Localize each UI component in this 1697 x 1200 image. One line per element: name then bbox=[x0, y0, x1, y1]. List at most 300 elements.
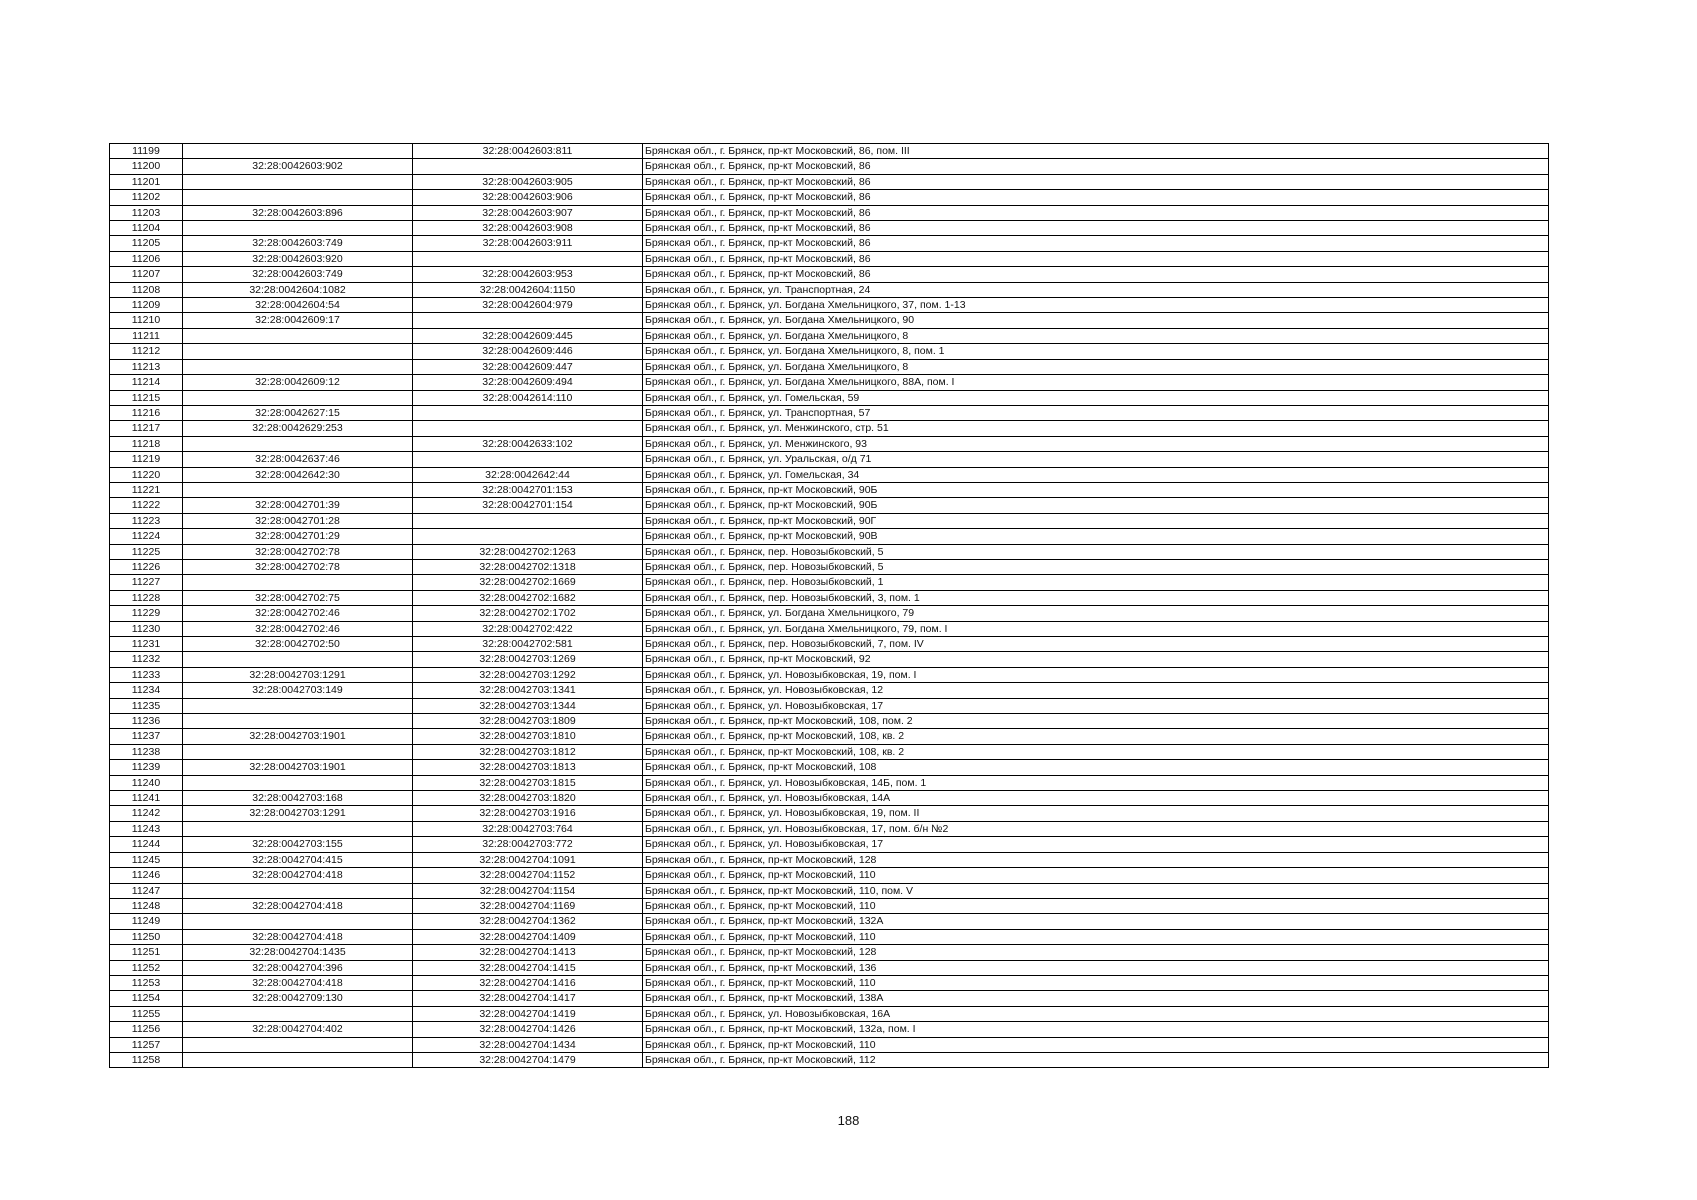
parcel-number-cell bbox=[183, 883, 413, 898]
object-number-cell bbox=[413, 421, 643, 436]
row-number-cell: 11209 bbox=[110, 298, 183, 313]
row-number-cell: 11256 bbox=[110, 1022, 183, 1037]
row-number-cell: 11244 bbox=[110, 837, 183, 852]
parcel-number-cell: 32:28:0042702:50 bbox=[183, 637, 413, 652]
address-cell: Брянская обл., г. Брянск, ул. Богдана Хмельницкого, 79, пом. I bbox=[643, 621, 1549, 636]
parcel-number-cell bbox=[183, 698, 413, 713]
parcel-number-cell: 32:28:0042709:130 bbox=[183, 991, 413, 1006]
row-number-cell: 11224 bbox=[110, 529, 183, 544]
parcel-number-cell: 32:28:0042609:17 bbox=[183, 313, 413, 328]
row-number-cell: 11236 bbox=[110, 714, 183, 729]
row-number-cell: 11254 bbox=[110, 991, 183, 1006]
page-number: 188 bbox=[837, 1113, 860, 1128]
address-cell: Брянская обл., г. Брянск, ул. Богдана Хмельницкого, 37, пом. 1-13 bbox=[643, 298, 1549, 313]
object-number-cell: 32:28:0042704:1419 bbox=[413, 1006, 643, 1021]
address-cell: Брянская обл., г. Брянск, пр-кт Московский, 132А bbox=[643, 914, 1549, 929]
table-row bbox=[110, 313, 1549, 328]
address-cell: Брянская обл., г. Брянск, ул. Богдана Хмельницкого, 88А, пом. I bbox=[643, 375, 1549, 390]
object-number-cell: 32:28:0042603:905 bbox=[413, 174, 643, 189]
row-number-cell: 11248 bbox=[110, 898, 183, 913]
parcel-number-cell: 32:28:0042703:1901 bbox=[183, 729, 413, 744]
object-number-cell bbox=[413, 405, 643, 420]
row-number-cell: 11233 bbox=[110, 667, 183, 682]
address-cell: Брянская обл., г. Брянск, пр-кт Московский, 90В bbox=[643, 529, 1549, 544]
table-row bbox=[110, 390, 1549, 405]
parcel-number-cell bbox=[183, 1006, 413, 1021]
address-cell: Брянская обл., г. Брянск, пер. Новозыбковский, 1 bbox=[643, 575, 1549, 590]
address-cell: Брянская обл., г. Брянск, ул. Уральская, о/д 71 bbox=[643, 452, 1549, 467]
address-cell: Брянская обл., г. Брянск, пр-кт Московский, 136 bbox=[643, 960, 1549, 975]
row-number-cell: 11210 bbox=[110, 313, 183, 328]
address-cell: Брянская обл., г. Брянск, ул. Гомельская, 59 bbox=[643, 390, 1549, 405]
row-number-cell: 11232 bbox=[110, 652, 183, 667]
parcel-number-cell bbox=[183, 190, 413, 205]
row-number-cell: 11206 bbox=[110, 251, 183, 266]
parcel-number-cell: 32:28:0042603:896 bbox=[183, 205, 413, 220]
row-number-cell: 11249 bbox=[110, 914, 183, 929]
table-row bbox=[110, 452, 1549, 467]
table-row bbox=[110, 544, 1549, 559]
address-cell: Брянская обл., г. Брянск, пр-кт Московский, 86 bbox=[643, 190, 1549, 205]
table-row bbox=[110, 637, 1549, 652]
address-cell: Брянская обл., г. Брянск, пр-кт Московский, 86, пом. III bbox=[643, 144, 1549, 159]
address-cell: Брянская обл., г. Брянск, ул. Новозыбковская, 17 bbox=[643, 698, 1549, 713]
object-number-cell: 32:28:0042703:1820 bbox=[413, 791, 643, 806]
address-cell: Брянская обл., г. Брянск, пр-кт Московский, 86 bbox=[643, 221, 1549, 236]
table-row bbox=[110, 945, 1549, 960]
table-row bbox=[110, 929, 1549, 944]
row-number-cell: 11231 bbox=[110, 637, 183, 652]
table-row bbox=[110, 190, 1549, 205]
table-row bbox=[110, 144, 1549, 159]
object-number-cell: 32:28:0042614:110 bbox=[413, 390, 643, 405]
object-number-cell: 32:28:0042702:1702 bbox=[413, 606, 643, 621]
registry-table bbox=[109, 143, 1549, 1068]
table-row bbox=[110, 1022, 1549, 1037]
address-cell: Брянская обл., г. Брянск, ул. Богдана Хмельницкого, 8 bbox=[643, 359, 1549, 374]
parcel-number-cell bbox=[183, 914, 413, 929]
table-row bbox=[110, 282, 1549, 297]
object-number-cell: 32:28:0042704:1362 bbox=[413, 914, 643, 929]
object-number-cell: 32:28:0042703:1269 bbox=[413, 652, 643, 667]
table-row bbox=[110, 714, 1549, 729]
table-row bbox=[110, 375, 1549, 390]
object-number-cell: 32:28:0042702:1263 bbox=[413, 544, 643, 559]
object-number-cell: 32:28:0042604:979 bbox=[413, 298, 643, 313]
parcel-number-cell: 32:28:0042609:12 bbox=[183, 375, 413, 390]
table-row bbox=[110, 621, 1549, 636]
row-number-cell: 11243 bbox=[110, 821, 183, 836]
row-number-cell: 11201 bbox=[110, 174, 183, 189]
object-number-cell: 32:28:0042704:1152 bbox=[413, 868, 643, 883]
object-number-cell: 32:28:0042703:1341 bbox=[413, 683, 643, 698]
parcel-number-cell: 32:28:0042703:1291 bbox=[183, 667, 413, 682]
table-row bbox=[110, 1052, 1549, 1067]
parcel-number-cell: 32:28:0042701:39 bbox=[183, 498, 413, 513]
table-row bbox=[110, 698, 1549, 713]
table-row bbox=[110, 775, 1549, 790]
address-cell: Брянская обл., г. Брянск, пр-кт Московский, 90Б bbox=[643, 482, 1549, 497]
table-row bbox=[110, 513, 1549, 528]
address-cell: Брянская обл., г. Брянск, ул. Транспортная, 24 bbox=[643, 282, 1549, 297]
object-number-cell: 32:28:0042609:447 bbox=[413, 359, 643, 374]
object-number-cell: 32:28:0042701:154 bbox=[413, 498, 643, 513]
object-number-cell: 32:28:0042704:1409 bbox=[413, 929, 643, 944]
table-row bbox=[110, 267, 1549, 282]
row-number-cell: 11255 bbox=[110, 1006, 183, 1021]
parcel-number-cell bbox=[183, 344, 413, 359]
table-row bbox=[110, 991, 1549, 1006]
parcel-number-cell bbox=[183, 1037, 413, 1052]
object-number-cell bbox=[413, 251, 643, 266]
table-row bbox=[110, 975, 1549, 990]
address-cell: Брянская обл., г. Брянск, ул. Богдана Хмельницкого, 8 bbox=[643, 328, 1549, 343]
row-number-cell: 11219 bbox=[110, 452, 183, 467]
object-number-cell: 32:28:0042702:422 bbox=[413, 621, 643, 636]
parcel-number-cell bbox=[183, 1052, 413, 1067]
address-cell: Брянская обл., г. Брянск, пр-кт Московский, 90Г bbox=[643, 513, 1549, 528]
row-number-cell: 11225 bbox=[110, 544, 183, 559]
row-number-cell: 11208 bbox=[110, 282, 183, 297]
parcel-number-cell bbox=[183, 714, 413, 729]
table-row bbox=[110, 359, 1549, 374]
table-row bbox=[110, 1037, 1549, 1052]
address-cell: Брянская обл., г. Брянск, ул. Богдана Хмельницкого, 90 bbox=[643, 313, 1549, 328]
parcel-number-cell bbox=[183, 174, 413, 189]
table-row bbox=[110, 837, 1549, 852]
object-number-cell bbox=[413, 452, 643, 467]
object-number-cell: 32:28:0042609:494 bbox=[413, 375, 643, 390]
object-number-cell: 32:28:0042704:1413 bbox=[413, 945, 643, 960]
object-number-cell: 32:28:0042642:44 bbox=[413, 467, 643, 482]
row-number-cell: 11218 bbox=[110, 436, 183, 451]
row-number-cell: 11235 bbox=[110, 698, 183, 713]
parcel-number-cell: 32:28:0042704:415 bbox=[183, 852, 413, 867]
parcel-number-cell bbox=[183, 575, 413, 590]
row-number-cell: 11228 bbox=[110, 590, 183, 605]
address-cell: Брянская обл., г. Брянск, пр-кт Московский, 90Б bbox=[643, 498, 1549, 513]
object-number-cell bbox=[413, 313, 643, 328]
parcel-number-cell: 32:28:0042703:168 bbox=[183, 791, 413, 806]
table-row bbox=[110, 221, 1549, 236]
object-number-cell: 32:28:0042633:102 bbox=[413, 436, 643, 451]
address-cell: Брянская обл., г. Брянск, пр-кт Московский, 108, кв. 2 bbox=[643, 744, 1549, 759]
address-cell: Брянская обл., г. Брянск, пр-кт Московский, 86 bbox=[643, 159, 1549, 174]
parcel-number-cell bbox=[183, 328, 413, 343]
table-row bbox=[110, 344, 1549, 359]
object-number-cell: 32:28:0042704:1416 bbox=[413, 975, 643, 990]
row-number-cell: 11214 bbox=[110, 375, 183, 390]
object-number-cell: 32:28:0042701:153 bbox=[413, 482, 643, 497]
table-row bbox=[110, 821, 1549, 836]
address-cell: Брянская обл., г. Брянск, ул. Новозыбковская, 17, пом. б/н №2 bbox=[643, 821, 1549, 836]
address-cell: Брянская обл., г. Брянск, пр-кт Московский, 110 bbox=[643, 975, 1549, 990]
parcel-number-cell: 32:28:0042704:418 bbox=[183, 898, 413, 913]
object-number-cell bbox=[413, 513, 643, 528]
table-row bbox=[110, 791, 1549, 806]
row-number-cell: 11223 bbox=[110, 513, 183, 528]
object-number-cell: 32:28:0042703:1916 bbox=[413, 806, 643, 821]
parcel-number-cell: 32:28:0042603:902 bbox=[183, 159, 413, 174]
address-cell: Брянская обл., г. Брянск, пр-кт Московский, 86 bbox=[643, 267, 1549, 282]
table-row bbox=[110, 529, 1549, 544]
address-cell: Брянская обл., г. Брянск, пр-кт Московский, 108, пом. 2 bbox=[643, 714, 1549, 729]
object-number-cell: 32:28:0042704:1091 bbox=[413, 852, 643, 867]
object-number-cell: 32:28:0042703:1292 bbox=[413, 667, 643, 682]
row-number-cell: 11205 bbox=[110, 236, 183, 251]
row-number-cell: 11257 bbox=[110, 1037, 183, 1052]
row-number-cell: 11239 bbox=[110, 760, 183, 775]
row-number-cell: 11234 bbox=[110, 683, 183, 698]
object-number-cell: 32:28:0042703:1815 bbox=[413, 775, 643, 790]
parcel-number-cell: 32:28:0042704:1435 bbox=[183, 945, 413, 960]
address-cell: Брянская обл., г. Брянск, пр-кт Московский, 86 bbox=[643, 251, 1549, 266]
parcel-number-cell: 32:28:0042701:28 bbox=[183, 513, 413, 528]
row-number-cell: 11252 bbox=[110, 960, 183, 975]
object-number-cell: 32:28:0042603:906 bbox=[413, 190, 643, 205]
table-row bbox=[110, 914, 1549, 929]
object-number-cell: 32:28:0042703:764 bbox=[413, 821, 643, 836]
row-number-cell: 11227 bbox=[110, 575, 183, 590]
row-number-cell: 11199 bbox=[110, 144, 183, 159]
table-row bbox=[110, 852, 1549, 867]
registry-table-body bbox=[110, 144, 1549, 1068]
table-row bbox=[110, 251, 1549, 266]
table-row bbox=[110, 467, 1549, 482]
parcel-number-cell bbox=[183, 821, 413, 836]
parcel-number-cell: 32:28:0042704:418 bbox=[183, 929, 413, 944]
table-row bbox=[110, 482, 1549, 497]
address-cell: Брянская обл., г. Брянск, ул. Менжинского, 93 bbox=[643, 436, 1549, 451]
row-number-cell: 11258 bbox=[110, 1052, 183, 1067]
row-number-cell: 11200 bbox=[110, 159, 183, 174]
parcel-number-cell: 32:28:0042604:54 bbox=[183, 298, 413, 313]
parcel-number-cell: 32:28:0042637:46 bbox=[183, 452, 413, 467]
object-number-cell: 32:28:0042703:1809 bbox=[413, 714, 643, 729]
object-number-cell: 32:28:0042609:446 bbox=[413, 344, 643, 359]
parcel-number-cell: 32:28:0042702:46 bbox=[183, 621, 413, 636]
parcel-number-cell: 32:28:0042701:29 bbox=[183, 529, 413, 544]
address-cell: Брянская обл., г. Брянск, ул. Новозыбковская, 19, пом. II bbox=[643, 806, 1549, 821]
address-cell: Брянская обл., г. Брянск, пр-кт Московский, 108, кв. 2 bbox=[643, 729, 1549, 744]
table-row bbox=[110, 421, 1549, 436]
table-row bbox=[110, 405, 1549, 420]
table-row bbox=[110, 898, 1549, 913]
object-number-cell: 32:28:0042703:1812 bbox=[413, 744, 643, 759]
table-row bbox=[110, 174, 1549, 189]
parcel-number-cell: 32:28:0042604:1082 bbox=[183, 282, 413, 297]
address-cell: Брянская обл., г. Брянск, пр-кт Московский, 108 bbox=[643, 760, 1549, 775]
parcel-number-cell: 32:28:0042704:396 bbox=[183, 960, 413, 975]
table-row bbox=[110, 159, 1549, 174]
row-number-cell: 11204 bbox=[110, 221, 183, 236]
parcel-number-cell bbox=[183, 652, 413, 667]
row-number-cell: 11202 bbox=[110, 190, 183, 205]
address-cell: Брянская обл., г. Брянск, пр-кт Московский, 110, пом. V bbox=[643, 883, 1549, 898]
row-number-cell: 11251 bbox=[110, 945, 183, 960]
parcel-number-cell bbox=[183, 359, 413, 374]
object-number-cell: 32:28:0042702:1318 bbox=[413, 559, 643, 574]
row-number-cell: 11247 bbox=[110, 883, 183, 898]
table-row bbox=[110, 806, 1549, 821]
address-cell: Брянская обл., г. Брянск, пр-кт Московский, 110 bbox=[643, 929, 1549, 944]
parcel-number-cell: 32:28:0042703:1291 bbox=[183, 806, 413, 821]
object-number-cell: 32:28:0042702:1682 bbox=[413, 590, 643, 605]
row-number-cell: 11221 bbox=[110, 482, 183, 497]
table-row bbox=[110, 590, 1549, 605]
address-cell: Брянская обл., г. Брянск, пр-кт Московский, 86 bbox=[643, 205, 1549, 220]
object-number-cell: 32:28:0042603:907 bbox=[413, 205, 643, 220]
object-number-cell: 32:28:0042703:1810 bbox=[413, 729, 643, 744]
address-cell: Брянская обл., г. Брянск, пер. Новозыбковский, 5 bbox=[643, 544, 1549, 559]
address-cell: Брянская обл., г. Брянск, пер. Новозыбковский, 7, пом. IV bbox=[643, 637, 1549, 652]
table-row bbox=[110, 667, 1549, 682]
table-row bbox=[110, 960, 1549, 975]
address-cell: Брянская обл., г. Брянск, пр-кт Московский, 128 bbox=[643, 945, 1549, 960]
object-number-cell bbox=[413, 159, 643, 174]
parcel-number-cell: 32:28:0042703:1901 bbox=[183, 760, 413, 775]
parcel-number-cell bbox=[183, 775, 413, 790]
object-number-cell: 32:28:0042704:1169 bbox=[413, 898, 643, 913]
row-number-cell: 11226 bbox=[110, 559, 183, 574]
table-row bbox=[110, 205, 1549, 220]
row-number-cell: 11203 bbox=[110, 205, 183, 220]
table-row bbox=[110, 436, 1549, 451]
row-number-cell: 11216 bbox=[110, 405, 183, 420]
address-cell: Брянская обл., г. Брянск, пер. Новозыбковский, 5 bbox=[643, 559, 1549, 574]
parcel-number-cell bbox=[183, 144, 413, 159]
object-number-cell: 32:28:0042704:1434 bbox=[413, 1037, 643, 1052]
table-row bbox=[110, 575, 1549, 590]
address-cell: Брянская обл., г. Брянск, ул. Богдана Хмельницкого, 79 bbox=[643, 606, 1549, 621]
table-row bbox=[110, 606, 1549, 621]
parcel-number-cell: 32:28:0042704:418 bbox=[183, 868, 413, 883]
row-number-cell: 11230 bbox=[110, 621, 183, 636]
parcel-number-cell: 32:28:0042703:155 bbox=[183, 837, 413, 852]
object-number-cell: 32:28:0042603:908 bbox=[413, 221, 643, 236]
row-number-cell: 11207 bbox=[110, 267, 183, 282]
object-number-cell: 32:28:0042704:1417 bbox=[413, 991, 643, 1006]
row-number-cell: 11220 bbox=[110, 467, 183, 482]
parcel-number-cell bbox=[183, 436, 413, 451]
address-cell: Брянская обл., г. Брянск, пр-кт Московский, 138А bbox=[643, 991, 1549, 1006]
object-number-cell: 32:28:0042609:445 bbox=[413, 328, 643, 343]
object-number-cell: 32:28:0042604:1150 bbox=[413, 282, 643, 297]
parcel-number-cell: 32:28:0042702:46 bbox=[183, 606, 413, 621]
object-number-cell bbox=[413, 529, 643, 544]
table-row bbox=[110, 298, 1549, 313]
table-row bbox=[110, 683, 1549, 698]
object-number-cell: 32:28:0042704:1154 bbox=[413, 883, 643, 898]
table-row bbox=[110, 559, 1549, 574]
row-number-cell: 11217 bbox=[110, 421, 183, 436]
address-cell: Брянская обл., г. Брянск, пр-кт Московский, 110 bbox=[643, 868, 1549, 883]
address-cell: Брянская обл., г. Брянск, ул. Новозыбковская, 12 bbox=[643, 683, 1549, 698]
row-number-cell: 11215 bbox=[110, 390, 183, 405]
address-cell: Брянская обл., г. Брянск, пр-кт Московский, 128 bbox=[643, 852, 1549, 867]
parcel-number-cell: 32:28:0042642:30 bbox=[183, 467, 413, 482]
table-row bbox=[110, 744, 1549, 759]
parcel-number-cell bbox=[183, 390, 413, 405]
address-cell: Брянская обл., г. Брянск, пр-кт Московский, 112 bbox=[643, 1052, 1549, 1067]
row-number-cell: 11241 bbox=[110, 791, 183, 806]
address-cell: Брянская обл., г. Брянск, ул. Менжинского, стр. 51 bbox=[643, 421, 1549, 436]
parcel-number-cell: 32:28:0042703:149 bbox=[183, 683, 413, 698]
table-row bbox=[110, 729, 1549, 744]
parcel-number-cell: 32:28:0042704:402 bbox=[183, 1022, 413, 1037]
row-number-cell: 11213 bbox=[110, 359, 183, 374]
table-row bbox=[110, 868, 1549, 883]
object-number-cell: 32:28:0042704:1415 bbox=[413, 960, 643, 975]
object-number-cell: 32:28:0042704:1426 bbox=[413, 1022, 643, 1037]
table-row bbox=[110, 652, 1549, 667]
object-number-cell: 32:28:0042603:911 bbox=[413, 236, 643, 251]
address-cell: Брянская обл., г. Брянск, ул. Транспортная, 57 bbox=[643, 405, 1549, 420]
address-cell: Брянская обл., г. Брянск, пр-кт Московский, 92 bbox=[643, 652, 1549, 667]
address-cell: Брянская обл., г. Брянск, ул. Новозыбковская, 14А bbox=[643, 791, 1549, 806]
row-number-cell: 11245 bbox=[110, 852, 183, 867]
table-row bbox=[110, 236, 1549, 251]
table-row bbox=[110, 498, 1549, 513]
table-row bbox=[110, 760, 1549, 775]
parcel-number-cell: 32:28:0042704:418 bbox=[183, 975, 413, 990]
row-number-cell: 11253 bbox=[110, 975, 183, 990]
row-number-cell: 11242 bbox=[110, 806, 183, 821]
object-number-cell: 32:28:0042702:581 bbox=[413, 637, 643, 652]
address-cell: Брянская обл., г. Брянск, пр-кт Московский, 132а, пом. I bbox=[643, 1022, 1549, 1037]
address-cell: Брянская обл., г. Брянск, ул. Новозыбковская, 16А bbox=[643, 1006, 1549, 1021]
parcel-number-cell bbox=[183, 744, 413, 759]
address-cell: Брянская обл., г. Брянск, пер. Новозыбковский, 3, пом. 1 bbox=[643, 590, 1549, 605]
row-number-cell: 11246 bbox=[110, 868, 183, 883]
row-number-cell: 11237 bbox=[110, 729, 183, 744]
address-cell: Брянская обл., г. Брянск, пр-кт Московский, 110 bbox=[643, 898, 1549, 913]
parcel-number-cell: 32:28:0042603:749 bbox=[183, 236, 413, 251]
address-cell: Брянская обл., г. Брянск, пр-кт Московский, 110 bbox=[643, 1037, 1549, 1052]
parcel-number-cell bbox=[183, 482, 413, 497]
parcel-number-cell: 32:28:0042603:920 bbox=[183, 251, 413, 266]
row-number-cell: 11238 bbox=[110, 744, 183, 759]
parcel-number-cell: 32:28:0042629:253 bbox=[183, 421, 413, 436]
parcel-number-cell bbox=[183, 221, 413, 236]
object-number-cell: 32:28:0042703:1344 bbox=[413, 698, 643, 713]
row-number-cell: 11240 bbox=[110, 775, 183, 790]
parcel-number-cell: 32:28:0042627:15 bbox=[183, 405, 413, 420]
row-number-cell: 11250 bbox=[110, 929, 183, 944]
row-number-cell: 11212 bbox=[110, 344, 183, 359]
address-cell: Брянская обл., г. Брянск, ул. Новозыбковская, 19, пом. I bbox=[643, 667, 1549, 682]
table-row bbox=[110, 328, 1549, 343]
parcel-number-cell: 32:28:0042702:75 bbox=[183, 590, 413, 605]
table-row bbox=[110, 883, 1549, 898]
table-row bbox=[110, 1006, 1549, 1021]
parcel-number-cell: 32:28:0042603:749 bbox=[183, 267, 413, 282]
row-number-cell: 11211 bbox=[110, 328, 183, 343]
object-number-cell: 32:28:0042703:772 bbox=[413, 837, 643, 852]
address-cell: Брянская обл., г. Брянск, пр-кт Московский, 86 bbox=[643, 174, 1549, 189]
object-number-cell: 32:28:0042702:1669 bbox=[413, 575, 643, 590]
address-cell: Брянская обл., г. Брянск, ул. Богдана Хмельницкого, 8, пом. 1 bbox=[643, 344, 1549, 359]
row-number-cell: 11229 bbox=[110, 606, 183, 621]
parcel-number-cell: 32:28:0042702:78 bbox=[183, 544, 413, 559]
row-number-cell: 11222 bbox=[110, 498, 183, 513]
address-cell: Брянская обл., г. Брянск, ул. Гомельская, 34 bbox=[643, 467, 1549, 482]
object-number-cell: 32:28:0042704:1479 bbox=[413, 1052, 643, 1067]
address-cell: Брянская обл., г. Брянск, ул. Новозыбковская, 17 bbox=[643, 837, 1549, 852]
address-cell: Брянская обл., г. Брянск, пр-кт Московский, 86 bbox=[643, 236, 1549, 251]
object-number-cell: 32:28:0042703:1813 bbox=[413, 760, 643, 775]
address-cell: Брянская обл., г. Брянск, ул. Новозыбковская, 14Б, пом. 1 bbox=[643, 775, 1549, 790]
